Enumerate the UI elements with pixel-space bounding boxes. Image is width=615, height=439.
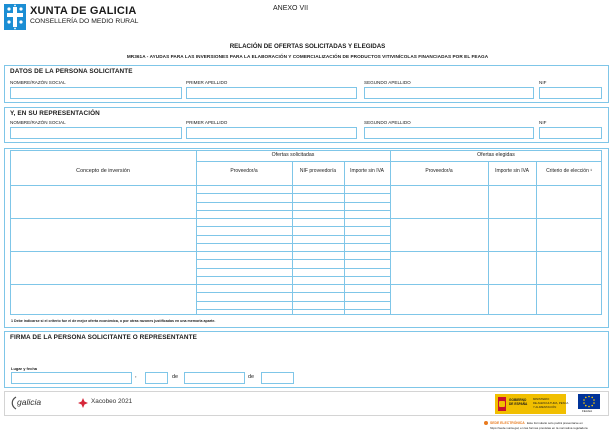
representative-surname1-label: PRIMER APELLIDO bbox=[186, 120, 228, 125]
xacobeo-logo bbox=[77, 396, 137, 410]
row-divider bbox=[196, 268, 390, 269]
chosen-header: Ofertas elegidas bbox=[477, 152, 515, 158]
xunta-emblem-icon bbox=[4, 4, 26, 30]
place-date-label: Lugar y fecha bbox=[11, 366, 38, 371]
header-divider bbox=[10, 185, 602, 186]
requested-col-amount: Importe sin IVA bbox=[350, 168, 384, 174]
requested-col-provider: Proveedor/a bbox=[230, 168, 258, 174]
xunta-logo bbox=[4, 4, 26, 30]
eu-flag-icon bbox=[578, 394, 600, 409]
ministry-text-2: DE AGRICULTURA, PESCA bbox=[533, 401, 569, 405]
galicia-text: galicia bbox=[17, 397, 42, 407]
row-divider bbox=[196, 210, 390, 211]
row-divider bbox=[196, 301, 390, 302]
ministry-text-1: MINISTERIO bbox=[533, 397, 550, 401]
eu-logo bbox=[578, 394, 600, 414]
row-divider bbox=[196, 259, 390, 260]
xacobeo-emblem-icon bbox=[77, 397, 89, 409]
form-title: RELACIÓN DE OFERTAS SOLICITADAS Y ELEGIDAS bbox=[229, 43, 386, 50]
comma-separator: , bbox=[135, 373, 137, 379]
applicant-nif-label: NIF bbox=[539, 80, 547, 85]
applicant-nif-field[interactable] bbox=[539, 87, 602, 99]
year-field[interactable] bbox=[261, 372, 294, 384]
applicant-surname1-field[interactable] bbox=[186, 87, 357, 99]
representative-name-field[interactable] bbox=[10, 127, 182, 139]
gov-text-1: GOBIERNO bbox=[509, 398, 527, 402]
representative-surname1-field[interactable] bbox=[186, 127, 357, 139]
representative-surname2-label: SEGUNDO APELLIDO bbox=[364, 120, 411, 125]
chosen-col-provider: Proveedor/a bbox=[425, 168, 453, 174]
row-divider bbox=[196, 235, 390, 236]
row-divider bbox=[196, 202, 390, 203]
eu-label: FEAGA bbox=[582, 409, 593, 413]
offers-table bbox=[10, 150, 602, 315]
group-divider bbox=[10, 251, 602, 252]
representative-nif-label: NIF bbox=[539, 120, 547, 125]
representative-name-label: NOMBRE/RAZÓN SOCIAL bbox=[10, 120, 66, 125]
annex-label: ANEXO VII bbox=[273, 5, 309, 12]
row-divider bbox=[196, 309, 390, 310]
logo-title: XUNTA DE GALICIA bbox=[30, 5, 137, 17]
header-divider bbox=[196, 161, 602, 162]
row-divider bbox=[196, 276, 390, 277]
chosen-col-criteria: Criterio de elección ¹ bbox=[546, 168, 592, 174]
de-separator-1: de bbox=[172, 374, 179, 380]
month-field[interactable] bbox=[184, 372, 245, 384]
row-divider bbox=[196, 243, 390, 244]
applicant-name-label: NOMBRE/RAZÓN SOCIAL bbox=[10, 80, 66, 85]
row-divider bbox=[196, 226, 390, 227]
requested-col-nif: NIF proveedor/a bbox=[299, 168, 337, 174]
day-field[interactable] bbox=[145, 372, 168, 384]
table-border bbox=[10, 150, 602, 315]
table-footnote: 1 Debe indicarse si el criterio fue el de mejor oferta económica, o por otras razones justificadas en una memoria aparte. bbox=[11, 319, 216, 323]
ministry-text-3: Y ALIMENTACIÓN bbox=[533, 405, 557, 409]
sede-icon bbox=[484, 421, 488, 425]
signature-title: FIRMA DE LA PERSONA SOLICITANTE O REPRESENTANTE bbox=[10, 334, 197, 341]
representative-nif-field[interactable] bbox=[539, 127, 602, 139]
row-divider bbox=[196, 292, 390, 293]
col-divider bbox=[390, 150, 391, 315]
galicia-logo bbox=[10, 396, 50, 410]
concept-header: Concepto de inversión bbox=[76, 168, 130, 174]
col-divider bbox=[196, 150, 197, 315]
applicant-surname2-label: SEGUNDO APELLIDO bbox=[364, 80, 411, 85]
sede-text-2: https://sede.xunta.gal, en las formas previstas en la normativa reguladora bbox=[490, 426, 588, 430]
representative-title: Y, EN SU REPRESENTACIÓN bbox=[10, 110, 100, 117]
xacobeo-text: Xacobeo 2021 bbox=[91, 398, 133, 405]
gov-text-2: DE ESPAÑA bbox=[509, 402, 528, 406]
representative-surname2-field[interactable] bbox=[364, 127, 534, 139]
applicant-surname2-field[interactable] bbox=[364, 87, 534, 99]
sede-text-1: Este formulario solo podrá presentarse en bbox=[527, 421, 583, 425]
chosen-col-amount: Importe sin IVA bbox=[495, 168, 529, 174]
requested-header: Ofertas solicitadas bbox=[271, 152, 315, 158]
spain-government-logo bbox=[495, 394, 569, 414]
form-subtitle: MR361A - AYUDAS PARA LAS INVERSIONES PARA LA ELABORACIÓN Y COMERCIALIZACIÓN DE PRODUCTOS VITIVINÍCOLAS FINANCIADAS POR EL FEAGA bbox=[126, 54, 489, 59]
group-divider bbox=[10, 218, 602, 219]
sede-label: SEDE ELECTRÓNICA bbox=[490, 421, 525, 425]
logo-subtitle: CONSELLERÍA DO MEDIO RURAL bbox=[30, 18, 139, 25]
place-field[interactable] bbox=[11, 372, 132, 384]
row-divider bbox=[196, 193, 390, 194]
applicant-title: DATOS DE LA PERSONA SOLICITANTE bbox=[10, 68, 133, 75]
spain-crest-icon bbox=[499, 401, 505, 407]
applicant-name-field[interactable] bbox=[10, 87, 182, 99]
group-divider bbox=[10, 284, 602, 285]
applicant-surname1-label: PRIMER APELLIDO bbox=[186, 80, 228, 85]
de-separator-2: de bbox=[248, 374, 255, 380]
